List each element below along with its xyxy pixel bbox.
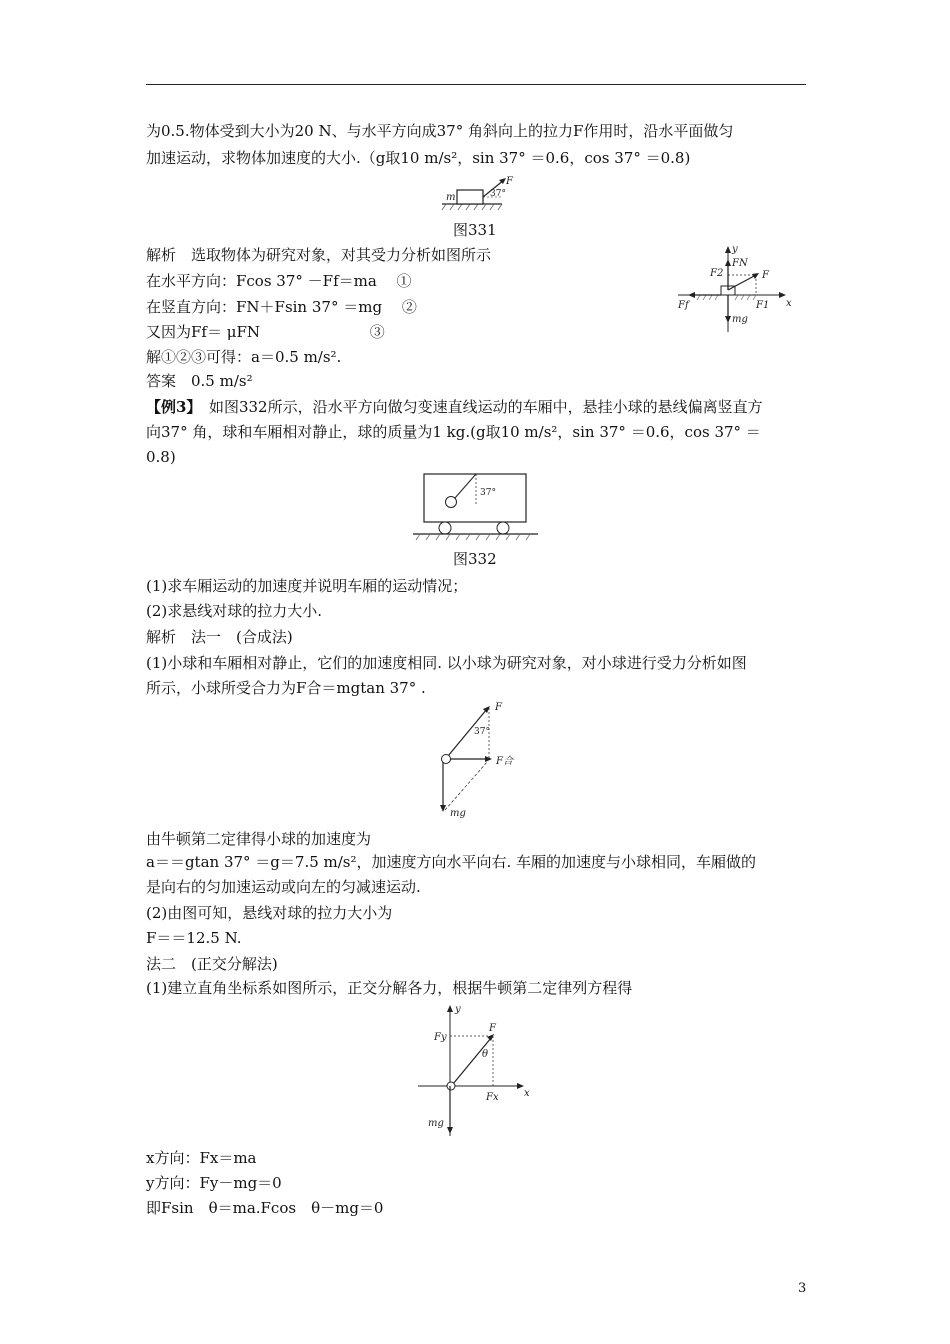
figure-332-carriage bbox=[408, 470, 543, 542]
question-2: (2)求悬线对球的拉力大小. bbox=[146, 602, 323, 620]
figure-coordinate-decomposition bbox=[412, 1000, 537, 1140]
example-3-line-2: 向37° 角，球和车厢相对静止，球的质量为1 kg.(g取10 m/s²，sin 37° ＝0.6，cos 37° ＝ bbox=[146, 423, 761, 441]
fsum-Fhe-label: F合 bbox=[496, 756, 513, 767]
method-2-text: (1)建立直角坐标系如图所示，正交分解各力，根据牛顿第二定律列方程得 bbox=[146, 979, 633, 997]
header-rule bbox=[146, 84, 806, 85]
fcoord-theta-label: θ bbox=[482, 1049, 489, 1060]
figure-force-composition bbox=[430, 698, 520, 820]
fig332-angle-label: 37° bbox=[480, 488, 496, 498]
figure-331-block bbox=[440, 170, 520, 215]
fbd-F2-label: F2 bbox=[710, 268, 724, 279]
fbd-mg-label: mg bbox=[732, 314, 748, 325]
solution-intro: 解析 选取物体为研究对象，对其受力分析如图所示 bbox=[146, 246, 492, 264]
method-1-text-1: (1)小球和车厢相对静止，它们的加速度相同. 以小球为研究对象，对小球进行受力分析如图 bbox=[146, 654, 747, 672]
x-direction-equation: x方向：Fx＝ma bbox=[146, 1149, 257, 1167]
example-3-tag: 【例3】 bbox=[146, 398, 194, 416]
fcoord-Fy-label: Fy bbox=[434, 1032, 447, 1043]
acceleration-line: a＝＝gtan 37° ＝g＝7.5 m/s²，加速度方向水平向右. 车厢的加速度与小球相同，车厢做的 bbox=[146, 853, 757, 871]
equation-horizontal: 在水平方向：Fcos 37° －Ff＝ma ① bbox=[146, 272, 412, 290]
fcoord-mg-label: mg bbox=[428, 1118, 444, 1129]
figure-free-body-diagram bbox=[670, 242, 800, 342]
answer-line: 答案 0.5 m/s² bbox=[146, 372, 253, 390]
combined-equations: 即Fsin θ＝ma.Fcos θ－mg＝0 bbox=[146, 1199, 384, 1217]
problem-text-line-2: 加速运动，求物体加速度的大小.（g取10 m/s²，sin 37° ＝0.6，cos 37° ＝0.8) bbox=[146, 149, 691, 167]
fsum-angle-label: 37° bbox=[474, 727, 490, 737]
y-direction-equation: y方向：Fy－mg＝0 bbox=[146, 1174, 282, 1192]
example-3-line-3: 0.8) bbox=[146, 448, 176, 466]
solution-result: 解①②③可得：a＝0.5 m/s². bbox=[146, 348, 342, 366]
fcoord-F-label: F bbox=[489, 1023, 496, 1034]
fbd-y-label: y bbox=[732, 244, 738, 255]
fbd-FN-label: FN bbox=[732, 258, 748, 269]
tension-result: F＝＝12.5 N. bbox=[146, 929, 242, 947]
fbd-F-label: F bbox=[762, 270, 769, 281]
fsum-F-label: F bbox=[495, 702, 502, 713]
equation-friction: 又因为Ff＝ μFN ③ bbox=[146, 323, 385, 341]
fig331-angle-label: 37° bbox=[490, 189, 506, 199]
figure-332-caption: 图332 bbox=[453, 550, 497, 568]
fcoord-Fx-label: Fx bbox=[486, 1092, 499, 1103]
fbd-F1-label: F1 bbox=[756, 300, 770, 311]
fbd-x-label: x bbox=[786, 298, 792, 309]
problem-text-line-1: 为0.5.物体受到大小为20 N、与水平方向成37° 角斜向上的拉力F作用时，沿水平面做匀 bbox=[146, 122, 734, 140]
method-2-heading: 法二 (正交分解法) bbox=[146, 955, 278, 973]
equation-vertical: 在竖直方向：FN＋Fsin 37° ＝mg ② bbox=[146, 298, 417, 316]
motion-description: 是向右的匀加速运动或向左的匀减速运动. bbox=[146, 878, 421, 896]
page-number: 3 bbox=[798, 1281, 807, 1296]
newton-law-line: 由牛顿第二定律得小球的加速度为 bbox=[146, 830, 372, 848]
tension-intro: (2)由图可知，悬线对球的拉力大小为 bbox=[146, 904, 393, 922]
fbd-Ff-label: Ff bbox=[678, 300, 689, 311]
example-3-line-1 bbox=[146, 397, 763, 417]
example-3-text: 如图332所示，沿水平方向做匀变速直线运动的车厢中，悬挂小球的悬线偏离竖直方 bbox=[193, 398, 763, 416]
fig331-m-label: m bbox=[446, 192, 456, 203]
fcoord-x-label: x bbox=[524, 1088, 530, 1099]
fcoord-y-label: y bbox=[455, 1004, 461, 1015]
fig331-F-label: F bbox=[506, 176, 513, 187]
method-1-text-2: 所示，小球所受合力为F合＝mgtan 37° . bbox=[146, 679, 426, 697]
figure-331-caption: 图331 bbox=[453, 221, 497, 239]
question-1: (1)求车厢运动的加速度并说明车厢的运动情况； bbox=[146, 577, 468, 595]
fsum-mg-label: mg bbox=[450, 808, 466, 819]
method-1-heading: 解析 法一 (合成法) bbox=[146, 628, 293, 646]
